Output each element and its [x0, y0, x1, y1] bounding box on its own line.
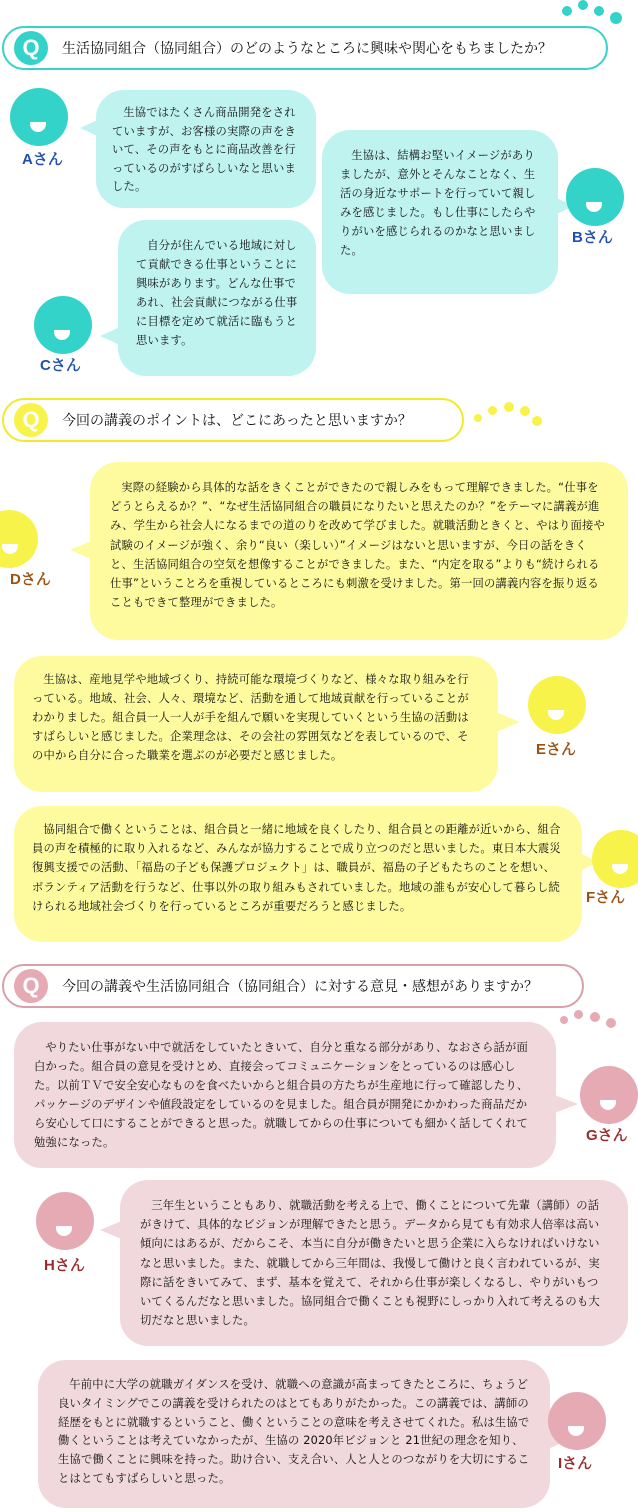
- question-badge: Q: [14, 403, 48, 437]
- speaker-name: Iさん: [558, 1455, 593, 1472]
- decorative-dots: [560, 1010, 630, 1034]
- answer-bubble-f: 協同組合で働くということは、組合員と一緒に地域を良くしたり、組合員との距離が近いから、組合員の声を積極的に取り入れるなど、みんなが協力することで成り立つのだと思いました。東日本大震災復興支援での活動、「福島の子ども保護プロジェクト」は、職員が、福島の子どもたちのことを想い、ボランティア活動を行うなど、仕事以外の取り組みもされていました。地域の誰もが安心して暮らし続けられる地域社会づくりを行っているところが重要だろうと感じました。: [14, 806, 582, 942]
- question-text: 今回の講義や生活協同組合（協同組合）に対する意見・感想がありますか？: [62, 979, 538, 995]
- avatar-g: [580, 1066, 638, 1124]
- speaker-name: Fさん: [586, 889, 626, 906]
- decorative-dots: [560, 0, 638, 24]
- question-badge: Q: [14, 31, 48, 65]
- answer-bubble-d: 実際の経験から具体的な話をきくことができたので親しみをもって理解できました。“仕事をどうとらえるか？”、“なぜ生活協同組合の職員になりたいと思えたのか？”をテーマに講義が進み、学生から社会人になるまでの道のりを改めて学びました。就職活動ときくと、やはり面接や試験のイメージが強く、余り“良い（楽しい）”イメージはないと思いますが、今日の話をきくと、生活協同組合の空気を想像することができました。また、“内定を取る”よりも“続けられる仕事”ということろを重視しているところにも刺激を受けました。第一回の講義内容を振り返ることもできて整理ができました。: [90, 462, 628, 640]
- avatar-i: [548, 1392, 606, 1450]
- question-badge: Q: [14, 969, 48, 1003]
- question-bar-1: [2, 26, 608, 70]
- decorative-dots: [474, 402, 544, 426]
- answer-bubble-i: 午前中に大学の就職ガイダンスを受け、就職への意識が高まってきたところに、ちょうど良いタイミングでこの講義を受けられたのはとてもありがたかった。この講義では、講師の経歴をもとに就職するということ、働くということの意味を考えさせてくれた。私は生協で働くということは考えていなかったが、生協の 2020年ビジョンと 21世紀の理念を知り、生協で働くことに興味を持った。助け合い、支え合い、人と人とのつながりを大切にすることはとてもすばらしいと思った。: [38, 1360, 550, 1508]
- speaker-name: Bさん: [572, 229, 613, 246]
- answer-bubble-h: 三年生ということもあり、就職活動を考える上で、働くことについて先輩（講師）の話がきけて、具体的なビジョンが理解できたと思う。データから見ても有効求人倍率は高い傾向にはあるが、だからこそ、本当に自分が働きたいと思う企業に入らなければいけないなと思いました。また、就職してから三年間は、我慢して働けと良く言われているが、実際に話をきいてみて、まず、基本を覚えて、それから仕事が楽しくなるし、やりがいもついてくるんだなと思いました。協同組合で働くことも視野にしっかり入れて考えるのも大切だなと思いました。: [120, 1180, 628, 1346]
- speaker-name: Hさん: [44, 1257, 85, 1274]
- speaker-name: Eさん: [536, 741, 577, 758]
- answer-bubble-b: 生協は、結構お堅いイメージがありましたが、意外とそんなことなく、生活の身近なサポートを行っていて親しみを感じました。もし仕事にしたらやりがいを感じられるのかなと思いました。: [322, 130, 558, 294]
- answer-bubble-a: 生協ではたくさん商品開発をされていますが、お客様の実際の声をきいて、その声をもとに商品改善を行っているのがすばらしいなと思いました。: [96, 90, 316, 208]
- question-bar-2: [2, 398, 464, 442]
- avatar-e: [528, 676, 586, 734]
- question-text: 今回の講義のポイントは、どこにあったと思いますか？: [62, 413, 412, 429]
- answer-bubble-g: やりたい仕事がない中で就活をしていたときいて、自分と重なる部分があり、なおさら話が面白かった。組合員の意見を受けとめ、直接会ってコミュニケーションをとっているのは感心した。以前ＴＶで安全安心なものを食べたいからと組合員の方たちが生産地に行って確認したり、パッケージのデザインや値段設定をしているのを見ました。組合員が開発にかかわった商品だから安心して口にすることができると思った。就職してからの仕事についても細かく話してくれて勉強になった。: [14, 1022, 556, 1168]
- avatar-d: [0, 510, 38, 568]
- speaker-name: Aさん: [22, 151, 63, 168]
- speaker-name: Dさん: [10, 571, 51, 588]
- avatar-f: [592, 830, 638, 888]
- avatar-c: [34, 296, 92, 354]
- question-bar-3: [2, 964, 584, 1008]
- avatar-h: [36, 1192, 94, 1250]
- answer-bubble-e: 生協は、産地見学や地域づくり、持続可能な環境づくりなど、様々な取り組みを行っている。地域、社会、人々、環境など、活動を通して地域貢献を行っていることがわかりました。組合員一人一人が手を組んで願いを実現していくという生協の活動はすばらしいと感じました。企業理念は、その会社の雰囲気などを表しているので、その中から自分に合った職業を選ぶのが必要だと感じました。: [14, 656, 498, 792]
- avatar-b: [566, 168, 624, 226]
- speaker-name: Gさん: [586, 1127, 628, 1144]
- avatar-a: [10, 88, 68, 146]
- speaker-name: Cさん: [40, 357, 81, 374]
- answer-bubble-c: 自分が住んでいる地域に対して貢献できる仕事ということに興味があります。どんな仕事であれ、社会貢献につながる仕事に目標を定めて就活に臨もうと思います。: [118, 220, 316, 376]
- question-text: 生活協同組合（協同組合）のどのようなところに興味や関心をもちましたか？: [62, 41, 552, 57]
